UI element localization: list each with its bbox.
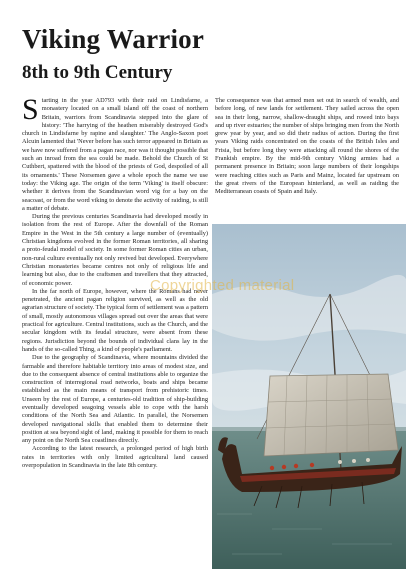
paragraph-1 [22,97,208,213]
paragraph-6: The consequence was that armed men set out in search of wealth, and before long, of new lands for settlement. They sailed across the open sea in their long, narrow, shallow-draught ships, and rowed into bays and up river estuaries; the number of ships bringing men from the North grew year by year, and so did their radius of action. During the first years Viking raids concentrated on the coasts of the British Isles and Frisia, but before long they were attacking all round the shores of the Frankish empire. By the mid-9th century Viking armies had a permanent presence in Britain; soon large numbers of their longships were reaching cities such as Paris and Mainz, located far upstream on the great rivers of the European hinterland, as well as raiding the Mediterranean coasts of Spain and Italy. [215,97,399,196]
page-subtitle: 8th to 9th Century [22,62,173,83]
paragraph-2: During the previous centuries Scandinavia had developed mostly in isolation from the rest of Europe. After the downfall of the Roman Empire in the West in the 5th century a large number of (eventually) Christian kingdoms evolved in the former Roman territories, all sharing a proto-feudal model of society. In some former Roman cities an urban, non-rural culture eventually not only revived but developed. Everywhere Christian monasteries became centres not only of religious life and learning but also, due to the craftsmen and travellers that they attracted, of economic power. [22,213,208,287]
paragraph-4: Due to the geography of Scandinavia, where mountains divided the farmable and therefore habitable territory into areas of modest size, and due to the consequent absence of central institutions able to organize the construction of interregional road networks, boats and ships became established as the main means of transport from prehistoric times. Unseen by the rest of Europe, a centuries-old tradition of ship-building eventually developed seagoing vessels able to cope with the harsh conditions of the North Sea and Atlantic. In parallel, the Norsemen developed navigational skills that enabled them to determine their position at sea beyond sight of land, making it possible for them to reach any point on the North Sea coastlines directly. [22,354,208,445]
right-text-column [215,97,399,222]
paragraph-3: In the far north of Europe, however, where the Romans had never penetrated, the ancient pagan religion survived, as well as the old agrarian structure of society. The typical form of settlement was a pattern of small, mostly autonomous villages spread out over the areas that were practical for agriculture. Central institutions, such as the Church, and the secular kingdom with its feudal structure, were absent from these regions. Jurisdiction beyond the bounds of individual clans lay in the hands of the so-called Thing, a kind of people's parliament. [22,287,208,353]
watermark: Copyrighted material [150,277,295,294]
page-title: Viking Warrior [22,24,205,54]
paragraph-5: According to the latest research, a prolonged period of high birth rates in territories with only limited agricultural land caused overpopulation in Scandinavia in the late 8th century. [22,445,208,470]
viking-ship-photo [212,224,406,569]
drop-cap: S [22,97,39,126]
paragraph-1-text: tarting in the year AD793 with their raid on Lindisfarne, a monastery located on a small island off the coast of northern Britain, warriors from Scandinavia stepped into the glare of history: 'The harrying of the heathen miserably destroyed God's church in Lindisfarne by rapine and slaughter.' The Anglo-Saxon poet Alcuin lamented that 'Never before has such terror appeared in Britain as we have now suffered from a pagan race, nor was it thought possible that such an inroad from the sea could be made. Behold the Church of St Cuthbert, spattered with the blood of the priests of God, despoiled of all its ornaments.' These Norsemen gave a whole epoch the name we use today: the Viking age. The origin of the term 'Viking' is itself obscure: whether it derives from the Scandinavian word vig for a bay on the seacoast, or from the word viking to denote the activity of raiding, is still a matter of debate. [22,97,208,212]
left-text-column [22,97,208,567]
